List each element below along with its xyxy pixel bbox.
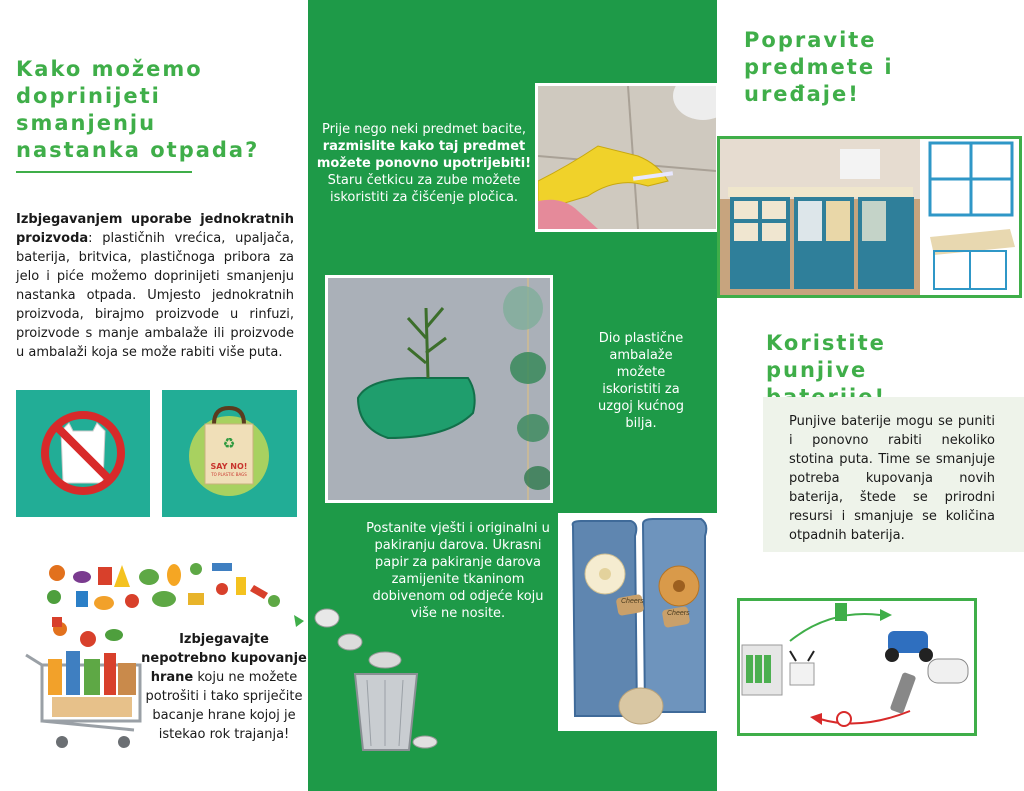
food-text: koju ne možete potrošiti i tako spriječite bacanje hrane kojoj je istekao rok trajanja! <box>145 670 303 742</box>
food-paragraph <box>140 630 308 744</box>
food-bold: Izbjegavajte nepotrebno kupovanje hrane <box>141 632 307 685</box>
reuse-post: Staru četkicu za zube možete iskoristiti za čišćenje pločica. <box>327 173 521 205</box>
title-divider <box>16 171 192 173</box>
no-plastic-bag-icon <box>16 390 150 517</box>
plastic-paragraph: Dio plastične ambalaže možete iskoristiti za uzgoj kućnog bilja. <box>598 331 684 431</box>
gift-paragraph: Postanite vješti i originalni u pakiranju darova. Ukrasni papir za pakiranje darova zamijenite tkaninom dobivenom od odjeće koju više ne nosite. <box>366 521 550 621</box>
bag-slogan: SAY NO! <box>210 462 248 471</box>
left-title: Kako možemo doprinijeti smanjenju nastanka otpada? <box>16 57 260 162</box>
no-plastic-bag-tile <box>16 390 150 517</box>
bottle-planter-photo <box>325 275 553 503</box>
reuse-bold: razmislite kako taj predmet možete ponovno upotrijebiti! <box>316 139 532 171</box>
furniture-repair-image <box>720 139 1019 295</box>
glove-toothbrush-image <box>538 86 716 229</box>
svg-text:♻: ♻ <box>222 436 236 452</box>
reusable-bag-tile <box>162 390 297 517</box>
denim-gift-image <box>561 516 715 728</box>
single-use-paragraph <box>16 210 294 362</box>
reuse-pre: Prije nego neki predmet bacite, <box>321 122 527 137</box>
battery-cycle-frame <box>737 598 977 736</box>
gift-tag-right: Cheers <box>667 610 690 617</box>
battery-paragraph: Punjive baterije mogu se puniti i ponovno rabiti nekoliko stotina puta. Time se smanjuje potreba kupovanja novih baterija, štede se prirodni resursi i smanjuje se količina otpadnih baterija. <box>789 414 995 543</box>
denim-gift-photo <box>558 513 718 731</box>
trash-can-illustration <box>305 600 440 760</box>
furniture-photo-frame <box>717 136 1022 298</box>
glove-cleaning-photo <box>535 83 719 232</box>
gift-tag-left: Cheers <box>621 598 644 605</box>
battery-title: Koristite punjive <box>766 331 886 382</box>
reuse-paragraph <box>313 121 535 206</box>
battery-cycle-diagram <box>740 601 974 733</box>
bag-slogan-small: TO PLASTIC BAGS <box>211 472 247 477</box>
single-use-text: : plastičnih vrećica, upaljača, baterija, britvica, plastičnoga pribora za jelo i piće možemo doprinijeti smanjenju nastanka otpada. Umjesto jednokratnih proizvoda, birajmo proizvode u rinfuzi, proizvode s manje ambalaže ili proizvode u ambalaži koja se može rabiti više puta. <box>16 231 294 360</box>
repair-title: Popravite predmete i uređaje! <box>744 28 894 106</box>
reusable-bag-icon <box>162 390 297 517</box>
bottle-planter-image <box>328 278 550 500</box>
single-use-bold: Izbjegavanjem uporabe jednokratnih proizvoda <box>16 212 294 246</box>
